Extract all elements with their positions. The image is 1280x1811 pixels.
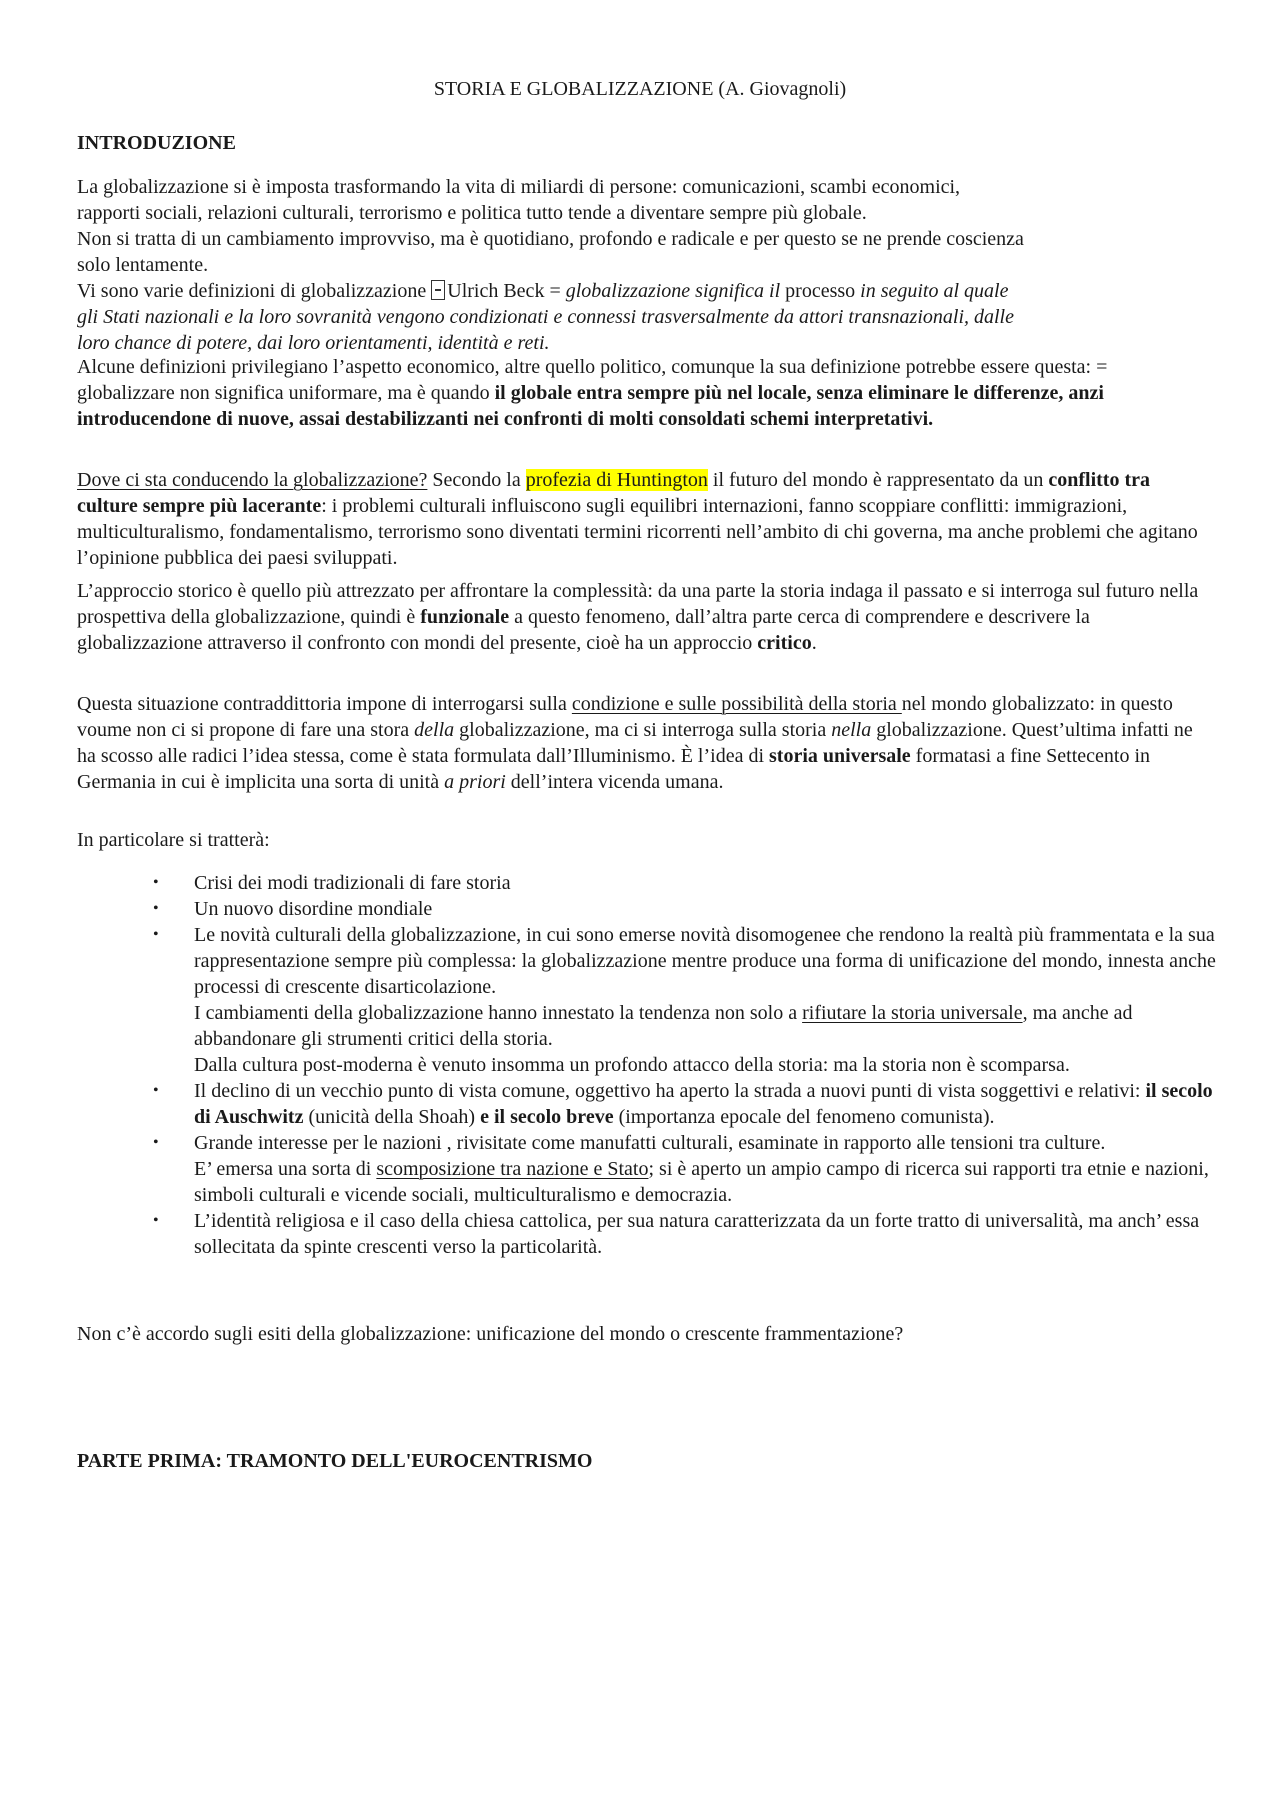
p1-line3: Non si tratta di un cambiamento improvviso, ma è quotidiano, profondo e radicale e per questo se ne prende coscienza <box>77 228 1024 250</box>
paragraph-6: In particolare si tratterà: <box>77 829 270 851</box>
list-item: • Crisi dei modi tradizionali di fare storia <box>77 870 1217 896</box>
p1-line6: gli Stati nazionali e la loro sovranità vengono condizionati e connessi trasversalmente da attori transnazionali, dalle <box>77 306 1014 328</box>
topics-list <box>77 870 1217 1260</box>
paragraph-2: Alcune definizioni privilegiano l’aspetto economico, altre quello politico, comunque la sua definizione potrebbe essere questa: = globalizzare non significa uniformare, ma è quando il globale entra sempre più nel locale, senza eliminare le differenze, anzi introducendone di nuove, assai destabilizzanti nei confronti di molti consoldati schemi interpretativi. <box>77 356 1108 430</box>
list-item: • Grande interesse per le nazioni , rivisitate come manufatti culturali, esaminate in rapporto alle tensioni tra culture. E’ emersa una sorta di scomposizione tra nazione e Stato; si è aperto un ampio campo di ricerca sui rapporti tra etnie e nazioni, simboli culturali e vicende sociali, multiculturalismo e democrazia. <box>77 1130 1217 1208</box>
arrow-glyph-icon <box>431 280 445 300</box>
globale-locale-bold: il globale entra sempre più nel locale, senza eliminare le differenze, anzi introducendone di nuove, assai destabilizzanti nei confronti di molti consoldati schemi interpretativi. <box>77 382 1104 430</box>
paragraph-3: Dove ci sta conducendo la globalizzazione? Secondo la profezia di Huntington il futuro del mondo è rappresentato da un conflitto tra culture sempre più lacerante: i problemi culturali influiscono sugli equilibri internazioni, fanno scoppiare conflitti: immigrazioni, multiculturalismo, fondamentalismo, terrorismo sono diventati termini ricorrenti nell’ambito di chi governa, ma anche problemi che agitano l’opinione pubblica dei paesi sviluppati. <box>77 469 1198 569</box>
p1-line7: loro chance di potere, dai loro orientamenti, identità e reti. <box>77 332 550 354</box>
p1-line2: rapporti sociali, relazioni culturali, terrorismo e politica tutto tende a diventare sempre più globale. <box>77 202 867 224</box>
part-heading: PARTE PRIMA: TRAMONTO DELL'EUROCENTRISMO <box>77 1450 593 1472</box>
list-item: • Le novità culturali della globalizzazione, in cui sono emerse novità disomogenee che rendono la realtà più frammentata e la sua rappresentazione sempre più complessa: la globalizzazione mentre produce una forma di unificazione del mondo, innesta anche processi di crescente disarticolazione. I cambiamenti della globalizzazione hanno innestato la tendenza non solo a rifiutare la storia universale, ma anche ad abbandonare gli strumenti critici della storia. Dalla cultura post-moderna è venuto insomma un profondo attacco della storia: ma la storia non è scomparsa. <box>77 922 1217 1078</box>
paragraph-1 <box>77 174 1207 356</box>
paragraph-4: L’approccio storico è quello più attrezzato per affrontare la complessità: da una parte la storia indaga il passato e si interroga sul futuro nella prospettiva della globalizzazione, quindi è funzionale a questo fenomeno, dall’altra parte cerca di comprendere e descrivere la globalizzazione attraverso il confronto con mondi del presente, cioè ha un approccio critico. <box>77 580 1199 654</box>
list-item: • Un nuovo disordine mondiale <box>77 896 1217 922</box>
underlined-question: Dove ci sta conducendo la globalizzazione? <box>77 469 428 491</box>
p1-line5: Vi sono varie definizioni di globalizzazione Ulrich Beck = globalizzazione significa il processo in seguito al quale <box>77 280 1009 302</box>
p1-line1: La globalizzazione si è imposta trasformando la vita di miliardi di persone: comunicazioni, scambi economici, <box>77 176 961 198</box>
list-item: • L’identità religiosa e il caso della chiesa cattolica, per sua natura caratterizzata da un forte tratto di universalità, ma anch’ essa sollecitata da spinte crescenti verso la particolarità. <box>77 1208 1217 1260</box>
highlighted-huntington: profezia di Huntington <box>525 469 708 491</box>
list-item: • Il declino di un vecchio punto di vista comune, oggettivo ha aperto la strada a nuovi punti di vista soggettivi e relativi: il secolo di Auschwitz (unicità della Shoah) e il secolo breve (importanza epocale del fenomeno comunista). <box>77 1078 1217 1130</box>
intro-heading: INTRODUZIONE <box>77 132 236 154</box>
closing-question: Non c’è accordo sugli esiti della globalizzazione: unificazione del mondo o crescente frammentazione? <box>77 1323 904 1345</box>
document-title: STORIA E GLOBALIZZAZIONE (A. Giovagnoli) <box>433 78 847 100</box>
paragraph-5: Questa situazione contraddittoria impone di interrogarsi sulla condizione e sulle possibilità della storia nel mondo globalizzato: in questo voume non ci si propone di fare una stora della globalizzazione, ma ci si interroga sulla storia nella globalizzazione. Quest’ultima infatti ne ha scosso alle radici l’idea stessa, come è stata formulata dall’Illuminismo. È l’idea di storia universale formatasi a fine Settecento in Germania in cui è implicita una sorta di unità a priori dell’intera vicenda umana. <box>77 693 1193 793</box>
p1-line4: solo lentamente. <box>77 254 209 276</box>
